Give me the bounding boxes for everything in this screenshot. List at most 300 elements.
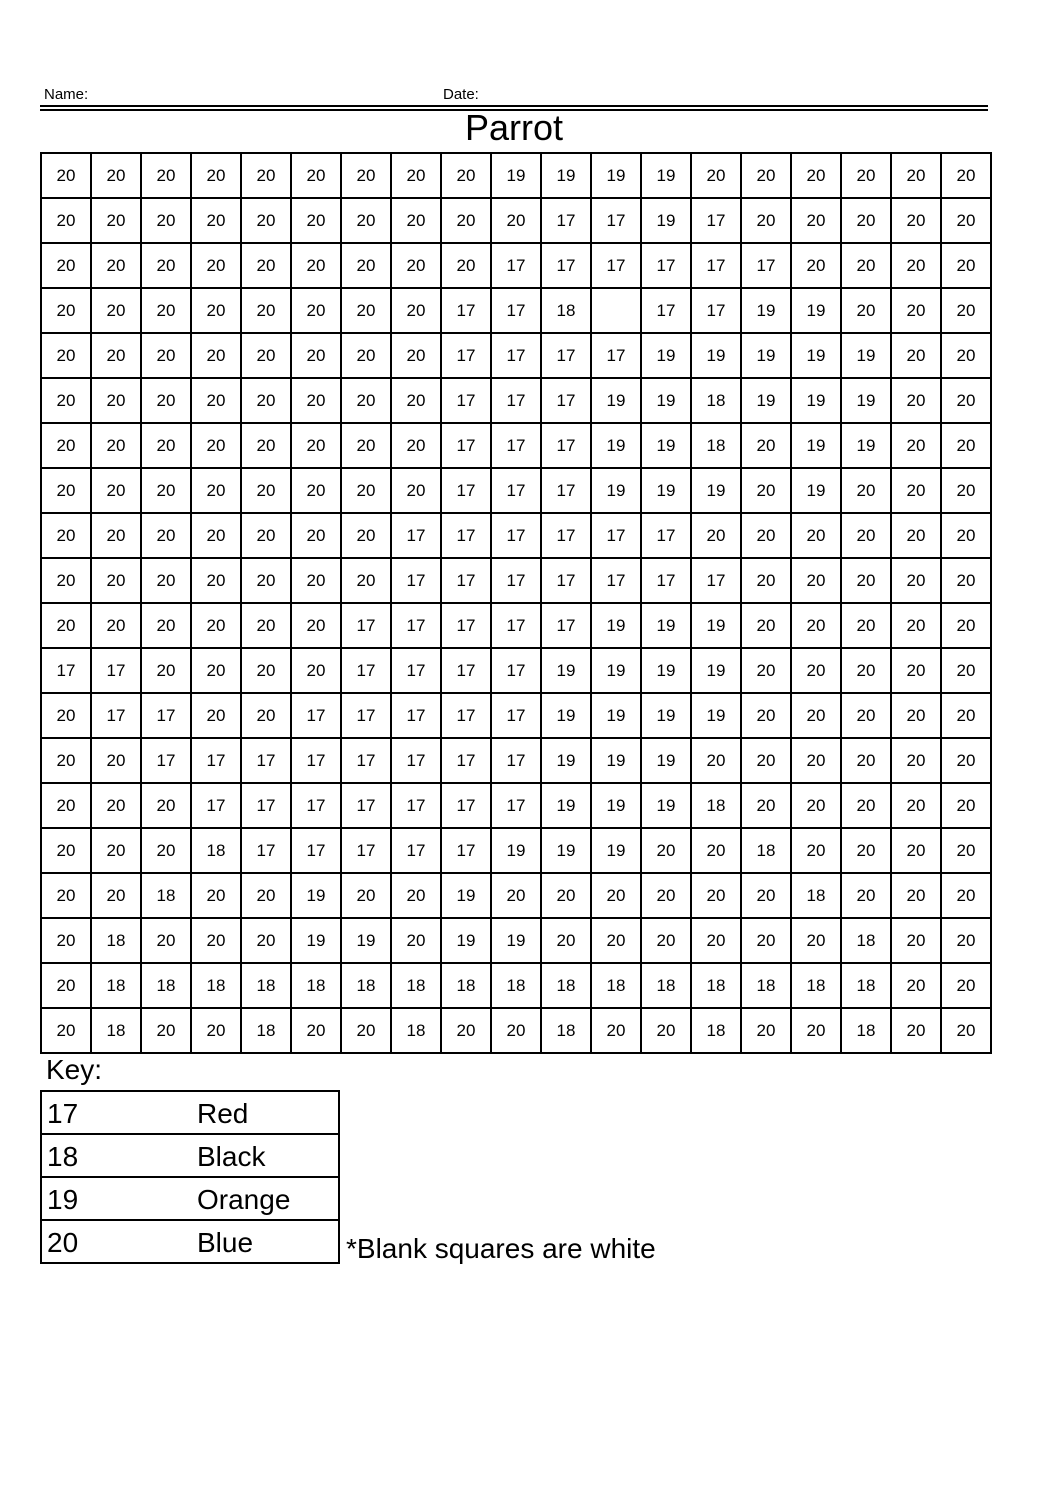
grid-cell: 20 (291, 558, 341, 603)
grid-cell: 20 (241, 873, 291, 918)
grid-cell: 20 (141, 648, 191, 693)
grid-cell: 20 (241, 333, 291, 378)
key-number: 18 (47, 1141, 79, 1172)
grid-cell: 19 (841, 423, 891, 468)
grid-cell: 20 (941, 873, 991, 918)
key-entry (41, 1134, 339, 1177)
grid-cell: 20 (891, 288, 941, 333)
grid-row (41, 333, 991, 378)
grid-cell: 20 (541, 918, 591, 963)
grid-cell: 19 (441, 873, 491, 918)
grid-cell: 20 (941, 1008, 991, 1053)
grid-cell: 20 (691, 828, 741, 873)
grid-cell: 20 (391, 873, 441, 918)
grid-row (41, 513, 991, 558)
grid-cell: 20 (191, 288, 241, 333)
grid-cell: 20 (841, 828, 891, 873)
grid-cell: 20 (41, 918, 91, 963)
grid-cell: 20 (91, 153, 141, 198)
grid-cell: 20 (941, 423, 991, 468)
grid-cell: 17 (541, 423, 591, 468)
grid-cell: 18 (591, 963, 641, 1008)
grid-cell: 17 (341, 603, 391, 648)
grid-cell: 20 (291, 648, 341, 693)
grid-cell: 19 (641, 693, 691, 738)
grid-cell: 20 (891, 468, 941, 513)
grid-cell: 20 (291, 333, 341, 378)
grid-cell: 19 (641, 738, 691, 783)
grid-cell: 20 (891, 1008, 941, 1053)
grid-cell: 19 (691, 648, 741, 693)
grid-cell: 19 (491, 153, 541, 198)
grid-cell: 20 (741, 153, 791, 198)
grid-cell: 20 (741, 1008, 791, 1053)
grid-cell: 20 (741, 783, 791, 828)
grid-cell: 18 (491, 963, 541, 1008)
grid-cell: 20 (141, 783, 191, 828)
grid-cell: 20 (41, 963, 91, 1008)
grid-cell: 20 (191, 468, 241, 513)
grid-cell: 20 (241, 153, 291, 198)
key-color-name: Red (197, 1098, 249, 1129)
grid-cell: 20 (191, 648, 241, 693)
grid-cell: 19 (691, 603, 741, 648)
grid-cell: 20 (291, 603, 341, 648)
grid-cell: 20 (91, 468, 141, 513)
grid-cell: 19 (591, 648, 641, 693)
grid-cell: 17 (591, 243, 641, 288)
grid-cell: 20 (191, 333, 241, 378)
grid-cell: 20 (91, 738, 141, 783)
grid-row (41, 1008, 991, 1053)
grid-cell: 17 (541, 243, 591, 288)
color-by-number-grid (40, 152, 992, 1054)
grid-cell: 18 (541, 1008, 591, 1053)
grid-cell: 20 (191, 603, 241, 648)
grid-cell: 20 (141, 288, 191, 333)
grid-cell: 20 (91, 873, 141, 918)
grid-cell: 20 (291, 288, 341, 333)
grid-cell: 20 (291, 1008, 341, 1053)
grid-cell: 19 (341, 918, 391, 963)
name-label: Name: (44, 86, 89, 103)
grid-cell: 20 (241, 603, 291, 648)
grid-cell: 17 (541, 603, 591, 648)
grid-cell: 17 (441, 558, 491, 603)
grid-cell: 20 (841, 738, 891, 783)
grid-cell: 17 (141, 738, 191, 783)
grid-cell: 20 (341, 198, 391, 243)
grid-cell: 20 (541, 873, 591, 918)
grid-cell: 20 (591, 918, 641, 963)
grid-cell: 19 (541, 153, 591, 198)
grid-cell: 20 (841, 153, 891, 198)
grid-cell: 17 (391, 603, 441, 648)
grid-cell: 20 (441, 243, 491, 288)
grid-cell: 20 (191, 693, 241, 738)
grid-cell: 19 (641, 468, 691, 513)
grid-cell: 17 (491, 648, 541, 693)
grid-cell: 20 (841, 468, 891, 513)
grid-cell: 20 (791, 693, 841, 738)
grid-cell: 20 (91, 423, 141, 468)
grid-cell: 20 (941, 828, 991, 873)
grid-cell: 20 (141, 468, 191, 513)
grid-cell: 17 (391, 828, 441, 873)
grid-cell: 19 (291, 918, 341, 963)
grid-cell: 20 (891, 603, 941, 648)
grid-cell: 20 (841, 558, 891, 603)
grid-row (41, 153, 991, 198)
grid-cell: 20 (441, 198, 491, 243)
grid-cell: 18 (391, 1008, 441, 1053)
grid-cell: 20 (291, 153, 341, 198)
grid-cell: 20 (191, 378, 241, 423)
grid-cell: 20 (291, 243, 341, 288)
grid-cell: 20 (241, 558, 291, 603)
grid-cell: 20 (41, 693, 91, 738)
grid-cell: 20 (641, 918, 691, 963)
grid-cell: 20 (341, 1008, 391, 1053)
grid-cell: 20 (941, 513, 991, 558)
grid-row (41, 783, 991, 828)
grid-cell: 17 (191, 783, 241, 828)
grid-cell: 17 (441, 288, 491, 333)
key-entry (41, 1220, 339, 1263)
grid-cell: 18 (691, 378, 741, 423)
grid-cell: 17 (391, 513, 441, 558)
grid-cell: 19 (791, 378, 841, 423)
grid-cell: 20 (241, 423, 291, 468)
grid-cell: 20 (491, 873, 541, 918)
grid-cell: 20 (241, 693, 291, 738)
grid-cell: 20 (391, 918, 441, 963)
grid-cell: 20 (391, 468, 441, 513)
grid-cell: 20 (741, 648, 791, 693)
grid-cell: 17 (491, 603, 541, 648)
grid-cell: 20 (41, 243, 91, 288)
grid-cell: 20 (941, 738, 991, 783)
grid-cell: 20 (691, 153, 741, 198)
grid-cell: 20 (891, 153, 941, 198)
grid-cell: 20 (891, 738, 941, 783)
grid-cell: 20 (191, 423, 241, 468)
grid-cell: 19 (591, 603, 641, 648)
grid-cell: 17 (441, 603, 491, 648)
grid-cell: 17 (191, 738, 241, 783)
grid-cell: 20 (41, 198, 91, 243)
grid-cell: 17 (541, 513, 591, 558)
grid-row (41, 963, 991, 1008)
grid-cell: 17 (541, 558, 591, 603)
grid-cell: 20 (91, 288, 141, 333)
grid-row (41, 918, 991, 963)
grid-cell: 20 (41, 738, 91, 783)
grid-cell: 17 (491, 783, 541, 828)
grid-cell: 19 (691, 693, 741, 738)
grid-cell: 17 (441, 648, 491, 693)
grid-cell: 20 (741, 513, 791, 558)
grid-cell: 17 (391, 648, 441, 693)
grid-cell: 20 (341, 288, 391, 333)
grid-cell: 19 (541, 738, 591, 783)
grid-cell: 17 (341, 783, 391, 828)
grid-row (41, 243, 991, 288)
grid-cell: 20 (141, 333, 191, 378)
grid-cell: 18 (91, 918, 141, 963)
grid-cell: 17 (641, 558, 691, 603)
grid-cell: 20 (941, 378, 991, 423)
grid-cell: 19 (491, 918, 541, 963)
key-label: Key: (46, 1054, 103, 1085)
grid-cell: 20 (141, 153, 191, 198)
grid-cell: 20 (941, 918, 991, 963)
grid-cell: 20 (91, 783, 141, 828)
grid-cell: 20 (91, 243, 141, 288)
grid-cell: 19 (641, 198, 691, 243)
grid-cell: 20 (391, 423, 441, 468)
grid-cell: 18 (291, 963, 341, 1008)
grid-row (41, 468, 991, 513)
grid-cell: 20 (41, 873, 91, 918)
key-color-name: Black (197, 1141, 266, 1172)
grid-cell: 20 (841, 513, 891, 558)
grid-cell: 20 (791, 648, 841, 693)
grid-cell: 20 (141, 558, 191, 603)
grid-cell: 20 (41, 423, 91, 468)
grid-cell (591, 288, 641, 333)
grid-cell: 19 (641, 783, 691, 828)
grid-cell: 20 (891, 783, 941, 828)
grid-cell: 17 (491, 333, 541, 378)
grid-cell: 20 (491, 1008, 541, 1053)
grid-cell: 20 (841, 648, 891, 693)
grid-cell: 20 (241, 918, 291, 963)
grid-cell: 20 (791, 558, 841, 603)
grid-cell: 20 (941, 333, 991, 378)
grid-cell: 20 (91, 513, 141, 558)
grid-cell: 18 (191, 963, 241, 1008)
blank-squares-note: *Blank squares are white (346, 1233, 656, 1264)
grid-cell: 20 (291, 468, 341, 513)
grid-cell: 20 (341, 378, 391, 423)
grid-cell: 17 (691, 198, 741, 243)
grid-cell: 17 (441, 738, 491, 783)
grid-cell: 20 (191, 558, 241, 603)
grid-cell: 20 (791, 738, 841, 783)
grid-cell: 18 (741, 828, 791, 873)
grid-cell: 20 (841, 198, 891, 243)
grid-cell: 17 (691, 243, 741, 288)
grid-cell: 19 (841, 333, 891, 378)
grid-cell: 20 (41, 1008, 91, 1053)
grid-cell: 19 (491, 828, 541, 873)
grid-cell: 20 (141, 603, 191, 648)
grid-cell: 18 (641, 963, 691, 1008)
grid-cell: 17 (491, 468, 541, 513)
grid-cell: 20 (941, 288, 991, 333)
grid-cell: 19 (791, 423, 841, 468)
grid-cell: 20 (791, 1008, 841, 1053)
grid-cell: 19 (841, 378, 891, 423)
grid-row (41, 603, 991, 648)
grid-cell: 17 (441, 828, 491, 873)
key-number: 17 (47, 1098, 79, 1129)
key-row (41, 1220, 339, 1263)
grid-cell: 19 (541, 783, 591, 828)
grid-cell: 20 (841, 603, 891, 648)
grid-cell: 18 (241, 963, 291, 1008)
grid-cell: 20 (841, 873, 891, 918)
grid-cell: 20 (141, 828, 191, 873)
grid-cell: 17 (141, 693, 191, 738)
grid-cell: 20 (391, 378, 441, 423)
grid-cell: 17 (441, 513, 491, 558)
grid-cell: 19 (591, 153, 641, 198)
grid-cell: 17 (291, 693, 341, 738)
grid-cell: 20 (341, 558, 391, 603)
grid-cell: 20 (941, 468, 991, 513)
grid-cell: 19 (591, 378, 641, 423)
grid-cell: 20 (791, 783, 841, 828)
grid-cell: 20 (41, 288, 91, 333)
grid-cell: 17 (591, 513, 641, 558)
grid-cell: 19 (591, 468, 641, 513)
grid-cell: 20 (741, 738, 791, 783)
grid-cell: 20 (641, 873, 691, 918)
grid-cell: 20 (91, 603, 141, 648)
grid-cell: 20 (891, 243, 941, 288)
grid-cell: 20 (341, 333, 391, 378)
grid-cell: 20 (341, 423, 391, 468)
grid-cell: 20 (191, 153, 241, 198)
grid-cell: 20 (691, 873, 741, 918)
grid-cell: 20 (391, 198, 441, 243)
grid-cell: 20 (141, 378, 191, 423)
grid-cell: 20 (141, 918, 191, 963)
grid-cell: 19 (591, 423, 641, 468)
grid-cell: 20 (941, 198, 991, 243)
grid-row (41, 873, 991, 918)
color-key-table (40, 1090, 340, 1264)
grid-cell: 20 (41, 828, 91, 873)
grid-cell: 20 (91, 558, 141, 603)
grid-cell: 20 (191, 513, 241, 558)
grid-row (41, 648, 991, 693)
grid-cell: 20 (91, 378, 141, 423)
grid-cell: 17 (541, 198, 591, 243)
grid-row (41, 288, 991, 333)
grid-cell: 20 (241, 513, 291, 558)
grid-cell: 17 (541, 333, 591, 378)
grid-cell: 20 (941, 963, 991, 1008)
grid-cell: 20 (741, 198, 791, 243)
grid-cell: 18 (691, 423, 741, 468)
grid-cell: 20 (741, 918, 791, 963)
grid-cell: 19 (291, 873, 341, 918)
grid-cell: 20 (691, 513, 741, 558)
grid-cell: 20 (291, 378, 341, 423)
grid-cell: 20 (891, 378, 941, 423)
grid-cell: 20 (141, 243, 191, 288)
grid-cell: 19 (641, 378, 691, 423)
grid-cell: 17 (491, 738, 541, 783)
grid-cell: 17 (491, 378, 541, 423)
grid-cell: 18 (441, 963, 491, 1008)
grid-cell: 20 (91, 333, 141, 378)
grid-cell: 18 (91, 1008, 141, 1053)
grid-cell: 20 (791, 603, 841, 648)
grid-cell: 20 (891, 333, 941, 378)
key-row (41, 1134, 339, 1177)
grid-row (41, 558, 991, 603)
grid-cell: 20 (441, 153, 491, 198)
grid-cell: 18 (541, 963, 591, 1008)
grid-cell: 17 (341, 828, 391, 873)
grid-cell: 20 (41, 603, 91, 648)
grid-cell: 20 (41, 783, 91, 828)
grid-cell: 19 (791, 468, 841, 513)
grid-cell: 17 (541, 468, 591, 513)
grid-cell: 20 (491, 198, 541, 243)
key-color-name: Orange (197, 1184, 291, 1215)
grid-cell: 17 (441, 693, 491, 738)
grid-cell: 19 (641, 423, 691, 468)
page-title: Parrot (464, 107, 564, 148)
grid-cell: 17 (291, 738, 341, 783)
grid-cell: 17 (391, 783, 441, 828)
grid-cell: 20 (341, 468, 391, 513)
grid-cell: 19 (791, 288, 841, 333)
key-row (41, 1091, 339, 1134)
grid-cell: 20 (941, 558, 991, 603)
grid-cell: 20 (791, 918, 841, 963)
grid-cell: 17 (591, 558, 641, 603)
grid-cell: 20 (941, 693, 991, 738)
grid-cell: 19 (691, 333, 741, 378)
grid-cell: 17 (491, 423, 541, 468)
grid-cell: 18 (691, 1008, 741, 1053)
grid-cell: 17 (491, 558, 541, 603)
grid-cell: 18 (841, 918, 891, 963)
grid-cell: 20 (241, 648, 291, 693)
grid-cell: 17 (441, 378, 491, 423)
grid-cell: 20 (891, 873, 941, 918)
grid-cell: 19 (541, 693, 591, 738)
grid-cell: 18 (341, 963, 391, 1008)
grid-cell: 17 (641, 288, 691, 333)
grid-cell: 18 (191, 828, 241, 873)
grid-cell: 17 (241, 828, 291, 873)
grid-cell: 20 (641, 1008, 691, 1053)
grid-cell: 20 (391, 153, 441, 198)
grid-cell: 20 (241, 198, 291, 243)
grid-cell: 17 (741, 243, 791, 288)
grid-cell: 18 (91, 963, 141, 1008)
grid-cell: 17 (291, 783, 341, 828)
grid-cell: 17 (441, 783, 491, 828)
grid-cell: 20 (241, 468, 291, 513)
grid-cell: 19 (641, 648, 691, 693)
grid-cell: 20 (191, 1008, 241, 1053)
grid-cell: 18 (841, 1008, 891, 1053)
grid-cell: 17 (391, 558, 441, 603)
grid-row (41, 378, 991, 423)
grid-cell: 20 (841, 783, 891, 828)
grid-cell: 20 (941, 243, 991, 288)
grid-cell: 20 (341, 243, 391, 288)
grid-cell: 20 (341, 513, 391, 558)
